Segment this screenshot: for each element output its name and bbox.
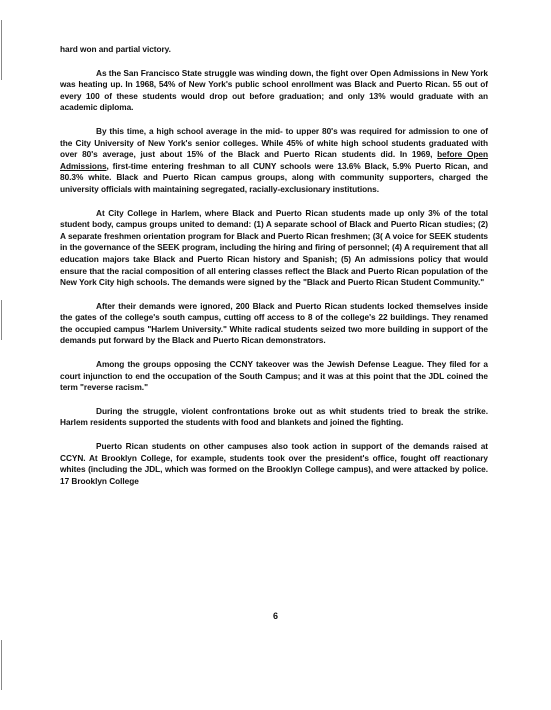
body-text bbox=[60, 44, 488, 499]
paragraph-continuation: hard won and partial victory. bbox=[60, 44, 171, 54]
paragraph-campus-takeover: After their demands were ignored, 200 Black and Puerto Rican students locked themselves inside the gates of the college's south campus, cutting off access to 8 of the college's 22 buildings. They renamed the occupied campus "Harlem University." White radical students seized two more building in support of the demands put forward by the Black and Puerto Rican demonstrators. bbox=[60, 300, 488, 346]
paragraph-brooklyn-college: Puerto Rican students on other campuses also took action in support of the demands raised at CCYN. At Brooklyn College, for example, students took over the president's office, fought off reactionary whites (including the JDL, which was formed on the Brooklyn College campus), and were attacked by police. 17 Brooklyn College bbox=[60, 441, 488, 486]
paragraph-open-admissions: As the San Francisco State struggle was winding down, the fight over Open Admissions in New York was heating up. In 1968, 54% of New York's public school enrollment was Black and Puerto Rican. 55 out of every 100 of these students would drop out before graduation; and only 13% would graduate with an academic diploma. bbox=[60, 67, 488, 113]
paragraph-cuny-admissions bbox=[60, 126, 488, 196]
scan-edge-mark bbox=[1, 300, 2, 340]
paragraph-text: , first-time entering freshman to all CUNY schools were 13.6% Black, 5.9% Puerto Rican, and 80.3% white. Black and Puerto Rican campus groups, along with community supporters, charged the university officials with maintaining segregated, racially-exclusionary institutions. bbox=[60, 160, 488, 194]
paragraph-jdl-opposition: Among the groups opposing the CCNY takeover was the Jewish Defense League. They filed for a court injunction to end the occupation of the South Campus; and it was at this point that the JDL coined the term "reverse racism." bbox=[60, 359, 488, 393]
underlined-phrase: before Open Admissions bbox=[60, 149, 488, 171]
paragraph-confrontations: During the struggle, violent confrontations broke out as whit students tried to break the strike. Harlem residents supported the students with food and blankets and joined the fighting. bbox=[60, 405, 488, 428]
paragraph-text: By this time, a high school average in the mid- to upper 80's was required for admission to one of the City University of New York's senior colleges. While 45% of white high school students graduated with over 80's average, just about 15% of the Black and Puerto Rican students did. In 1969, bbox=[60, 125, 488, 160]
paragraph-city-college-demands: At City College in Harlem, where Black and Puerto Rican students made up only 3% of the total student body, campus groups united to demand: (1) A separate school of Black and Puerto Rican studies; (2) A separate freshmen orientation program for Black and Puerto Rican freshmen; (3( A voice for SEEK students in the governance of the SEEK program, including the hiring and firing of personnel; (4) A requirement that all education majors take Black and Puerto Rican history and Spanish; (5) An admissions policy that would ensure that the racial composition of all entering classes reflect the Black and Puerto Rican population of the New York City high schools. The demands were signed by the "Black and Puerto Rican Student Community." bbox=[60, 207, 488, 288]
page-number: 6 bbox=[272, 611, 278, 621]
scan-edge-mark bbox=[1, 640, 2, 690]
scan-edge-mark bbox=[1, 20, 2, 80]
